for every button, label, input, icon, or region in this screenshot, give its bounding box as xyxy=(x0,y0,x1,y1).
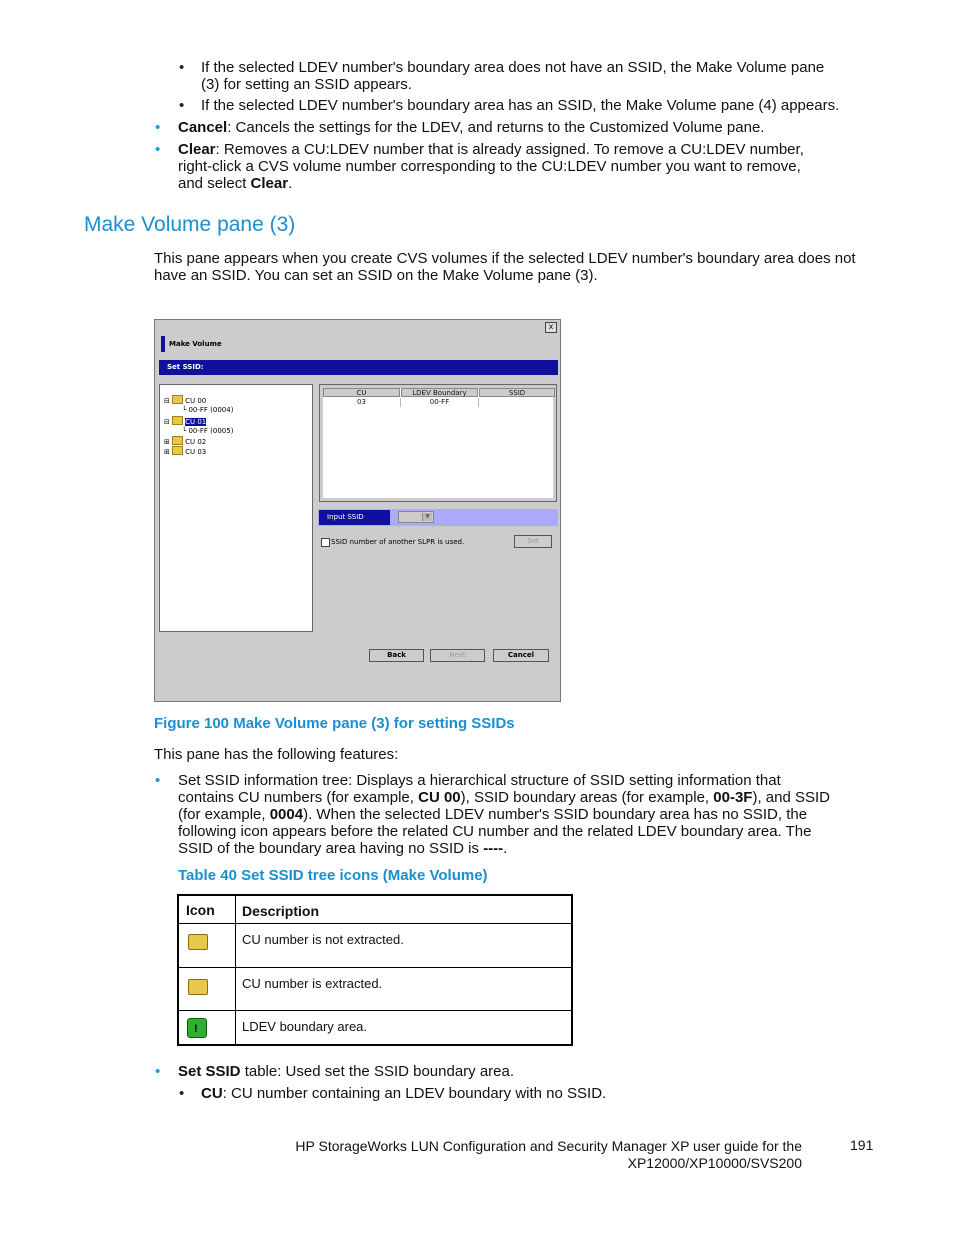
bullet: • xyxy=(155,1063,161,1080)
set-ssid-table xyxy=(319,384,557,502)
input-ssid-bar xyxy=(318,509,558,526)
tree-item-cu03[interactable]: ⊞ CU 03 xyxy=(164,448,207,456)
bullet: • xyxy=(155,119,161,136)
next-button[interactable]: Next xyxy=(430,649,485,662)
row-divider xyxy=(179,967,571,968)
bullet: • xyxy=(179,97,185,114)
clear-item-line2: right-click a CVS volume number corresponding to the CU:LDEV number you want to remove, xyxy=(178,158,801,175)
icons-table xyxy=(177,894,573,1046)
sub-bullet-1-cont: (3) for setting an SSID appears. xyxy=(201,76,412,93)
cu-item: CU: CU number containing an LDEV boundary with no SSID. xyxy=(201,1085,607,1102)
footer-line2: XP12000/XP10000/SVS200 xyxy=(627,1155,802,1171)
tree-item-cu01[interactable]: ⊟ CU 01 xyxy=(164,418,207,426)
folder-icon xyxy=(172,395,183,404)
table-row-desc: CU number is extracted. xyxy=(242,976,383,991)
row-divider xyxy=(179,923,571,924)
tree-item-boundary-0004[interactable]: └ 00-FF (0004) xyxy=(182,406,234,414)
row-divider xyxy=(179,1010,571,1011)
column-header-ldev-boundary[interactable]: LDEV Boundary xyxy=(401,388,478,397)
tree-item-boundary-0005[interactable]: └ 00-FF (0005) xyxy=(182,427,234,435)
cancel-button[interactable]: Cancel xyxy=(493,649,549,662)
intro-line2: have an SSID. You can set an SSID on the Make Volume pane (3). xyxy=(154,267,598,284)
intro-line1: This pane appears when you create CVS volumes if the selected LDEV number's boundary area does not xyxy=(154,250,856,267)
table-cell-cu[interactable]: 03 xyxy=(323,398,401,407)
warning-icon xyxy=(187,1018,207,1038)
feature-tree-line5: SSID of the boundary area having no SSID is ----. xyxy=(178,840,508,857)
input-ssid-label: Input SSID xyxy=(319,510,390,525)
clear-item: Clear: Removes a CU:LDEV number that is already assigned. To remove a CU:LDEV number, xyxy=(178,141,804,158)
back-button[interactable]: Back xyxy=(369,649,424,662)
bullet: • xyxy=(179,1085,185,1102)
header-icon: Icon xyxy=(186,902,215,918)
folder-icon xyxy=(172,436,183,445)
dialog-title: Make Volume xyxy=(169,340,222,348)
tree-item-cu02[interactable]: ⊞ CU 02 xyxy=(164,438,207,446)
feature-tree-line2: contains CU numbers (for example, CU 00), SSID boundary areas (for example, 00-3F), and SSID xyxy=(178,789,830,806)
make-volume-dialog xyxy=(154,319,561,702)
sub-bullet-1: If the selected LDEV number's boundary area does not have an SSID, the Make Volume pane xyxy=(201,59,825,76)
table-caption: Table 40 Set SSID tree icons (Make Volume) xyxy=(178,867,488,884)
feature-tree-line3: (for example, 0004). When the selected LDEV number's SSID boundary area has no SSID, the xyxy=(178,806,808,823)
set-ssid-table-item: Set SSID table: Used set the SSID boundary area. xyxy=(178,1063,515,1080)
set-ssid-tree[interactable] xyxy=(159,384,313,632)
clear-item-line3: and select Clear. xyxy=(178,175,293,192)
chevron-down-icon: ▼ xyxy=(422,513,432,521)
sub-bullet-2: If the selected LDEV number's boundary area has an SSID, the Make Volume pane (4) appears. xyxy=(201,97,840,114)
column-header-cu[interactable]: CU xyxy=(323,388,400,397)
another-slpr-checkbox[interactable] xyxy=(321,538,330,547)
folder-icon xyxy=(172,416,183,425)
column-divider xyxy=(235,896,236,1044)
table-cell-ssid[interactable] xyxy=(479,398,555,407)
section-heading: Make Volume pane (3) xyxy=(84,213,296,236)
feature-tree-line1: Set SSID information tree: Displays a hierarchical structure of SSID setting information that xyxy=(178,772,781,789)
footer-line1: HP StorageWorks LUN Configuration and Security Manager XP user guide for the xyxy=(295,1138,802,1154)
set-ssid-bar: Set SSID: xyxy=(159,360,558,375)
bullet: • xyxy=(155,772,161,789)
figure-caption: Figure 100 Make Volume pane (3) for setting SSIDs xyxy=(154,715,515,732)
table-cell-ldev-boundary[interactable]: 00-FF xyxy=(401,398,479,407)
page-number: 191 xyxy=(850,1137,874,1153)
column-header-ssid[interactable]: SSID xyxy=(479,388,555,397)
bullet: • xyxy=(155,141,161,158)
folder-icon xyxy=(188,934,208,950)
folder-icon xyxy=(172,446,183,455)
header-description: Description xyxy=(242,903,320,919)
folder-icon xyxy=(188,979,208,995)
table-row-desc: CU number is not extracted. xyxy=(242,932,404,947)
feature-tree-line4: following icon appears before the related CU number and the related LDEV boundary area. The xyxy=(178,823,812,840)
title-marker xyxy=(161,336,165,352)
dialog-titlebar xyxy=(159,334,556,354)
close-icon[interactable]: x xyxy=(545,322,557,333)
another-slpr-label: SSID number of another SLPR is used. xyxy=(331,538,465,546)
cancel-item: Cancel: Cancels the settings for the LDEV, and returns to the Customized Volume pane. xyxy=(178,119,765,136)
ssid-combo[interactable] xyxy=(398,511,434,523)
set-button[interactable]: Set xyxy=(514,535,552,548)
bullet: • xyxy=(179,59,185,76)
tree-item-cu00[interactable]: ⊟ CU 00 xyxy=(164,397,207,405)
features-intro: This pane has the following features: xyxy=(154,746,399,763)
table-row-desc: LDEV boundary area. xyxy=(242,1019,368,1034)
